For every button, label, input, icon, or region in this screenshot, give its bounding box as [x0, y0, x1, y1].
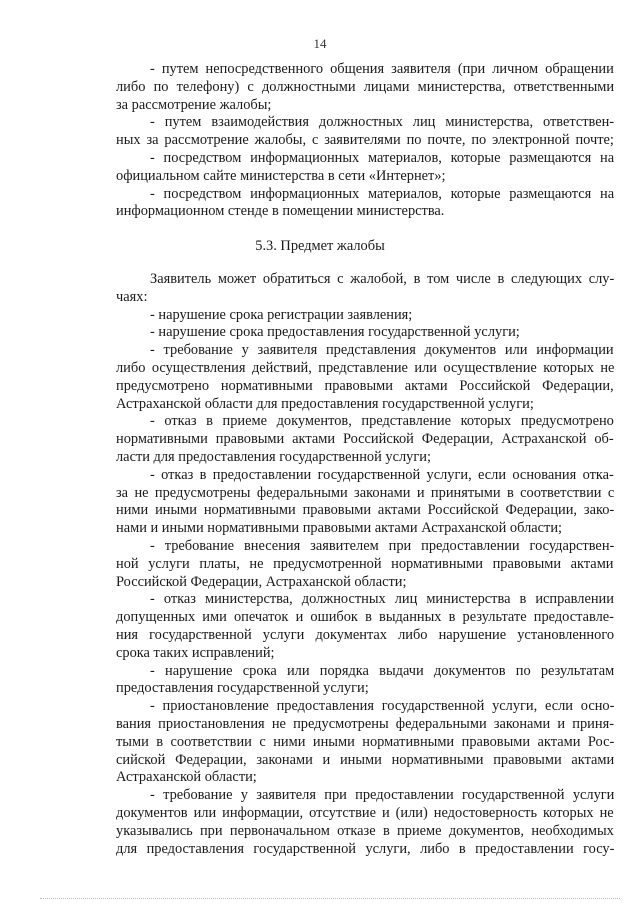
- text-line: для предоставления государственной услуги, либо в предоставлении госу-: [116, 840, 614, 857]
- text-line: ной услуги платы, не предусмотренной нормативными правовыми актами: [116, 555, 614, 572]
- text-line: нами и иными нормативными правовыми актами Астраханской области;: [116, 520, 563, 537]
- section-heading: 5.3. Предмет жалобы: [255, 238, 385, 254]
- text-line: нормативными правовыми актами Российской Федерации, Астраханской об-: [116, 431, 614, 448]
- text-line: ласти для предоставления государственной услуги;: [116, 448, 431, 465]
- text-line: - приостановление предоставления государственной услуги, если осно-: [150, 698, 614, 715]
- text-line: Российской Федерации, Астраханской области;: [116, 573, 407, 590]
- text-line: - нарушение срока регистрации заявления;: [150, 306, 413, 323]
- text-line: предоставления государственной услуги;: [116, 680, 369, 697]
- text-line: - отказ в приеме документов, представление которых предусмотрено: [150, 413, 614, 430]
- text-line: - требование внесения заявителем при предоставлении государствен-: [150, 537, 614, 554]
- text-line: либо по телефону) с должностными лицами министерства, ответственными: [116, 78, 614, 95]
- text-line: чаях:: [116, 288, 148, 305]
- page-number: 14: [313, 36, 327, 51]
- text-line: - отказ министерства, должностных лиц министерства в исправлении: [150, 591, 614, 608]
- text-line: за рассмотрение жалобы;: [116, 96, 272, 113]
- text-line: вания приостановления не предусмотрены федеральными законами и приня-: [116, 715, 614, 732]
- text-line: документов или информации, отсутствие и (или) недостоверность которых не: [116, 804, 614, 821]
- text-line: - нарушение срока или порядка выдачи документов по результатам: [150, 662, 614, 679]
- text-block-communication-methods: [116, 61, 614, 221]
- text-line: - отказ в предоставлении государственной услуги, если основания отка-: [150, 466, 614, 483]
- text-line: информационном стенде в помещении министерства.: [116, 203, 445, 220]
- text-line: - требование у заявителя представления документов или информации: [150, 342, 614, 359]
- text-line: - путем взаимодействия должностных лиц министерства, ответствен-: [150, 114, 614, 131]
- text-line: Астраханской области;: [116, 769, 257, 786]
- text-line: - нарушение срока предоставления государственной услуги;: [150, 324, 520, 341]
- text-line: ними иными нормативными правовыми актами Российской Федерации, зако-: [116, 502, 614, 519]
- text-line: за не предусмотрены федеральными законами и принятыми в соответствии с: [116, 484, 614, 501]
- text-line: предусмотрено нормативными правовыми актами Российской Федерации,: [116, 377, 614, 394]
- text-line: ных за рассмотрение жалобы, с заявителями по почте, по электронной почте;: [116, 132, 614, 149]
- text-line: - требование у заявителя при предоставлении государственной услуги: [150, 787, 614, 804]
- text-line: Заявитель может обратиться с жалобой, в том числе в следующих слу-: [150, 271, 614, 287]
- text-line: - путем непосредственного общения заявителя (при личном обращении: [150, 61, 614, 77]
- scan-edge-artifact: [40, 898, 620, 901]
- text-block-complaint-subject: [116, 271, 614, 858]
- text-line: официальном сайте министерства в сети «Интернет»;: [116, 167, 446, 184]
- text-line: ния государственной услуги документах либо нарушение установленного: [116, 626, 614, 643]
- text-line: либо осуществления действий, представление или осуществление которых не: [116, 359, 614, 376]
- text-line: - посредством информационных материалов, которые размещаются на: [150, 149, 614, 166]
- text-line: тыми в соответствии с ними иными нормативными правовыми актами Рос-: [116, 733, 614, 750]
- text-line: срока таких исправлений;: [116, 644, 275, 661]
- text-line: Астраханской области для предоставления государственной услуги;: [116, 395, 534, 412]
- text-line: указывались при первоначальном отказе в приеме документов, необходимых: [116, 822, 614, 839]
- text-line: - посредством информационных материалов, которые размещаются на: [150, 185, 614, 202]
- text-line: сийской Федерации, законами и иными нормативными правовыми актами: [116, 751, 614, 768]
- text-line: допущенных ими опечаток и ошибок в выданных в результате предоставле-: [116, 609, 614, 626]
